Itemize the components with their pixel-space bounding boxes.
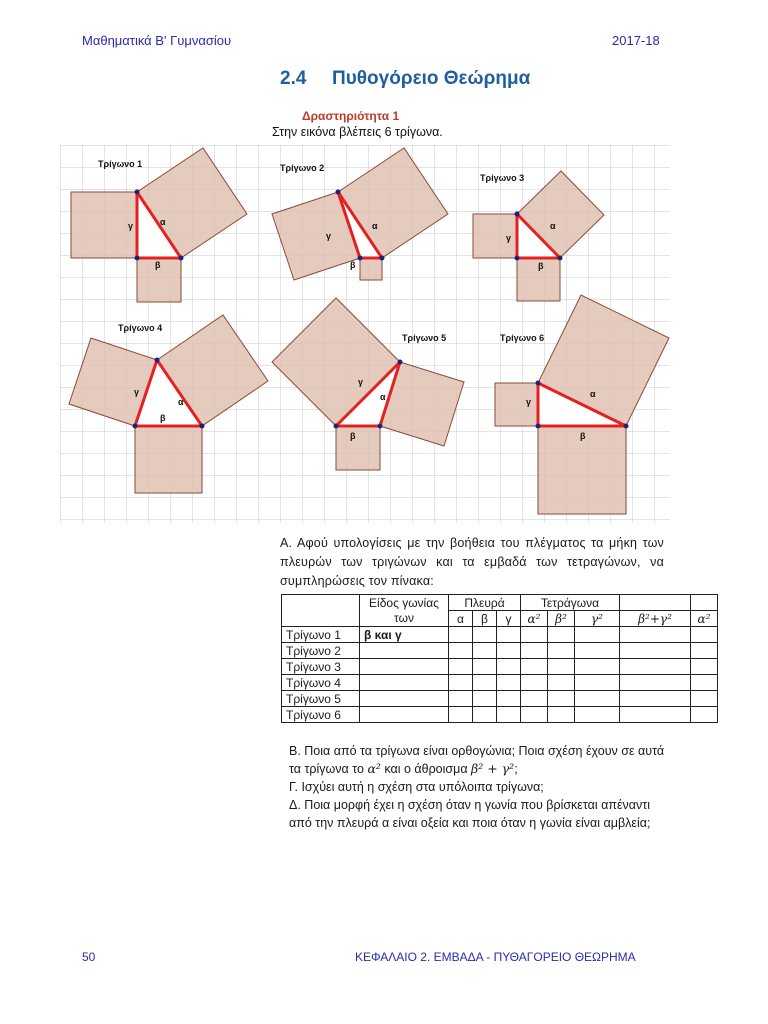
vertex-dot [536, 424, 541, 429]
row-cell[interactable] [473, 627, 497, 643]
row-cell[interactable] [691, 643, 718, 659]
row-cell[interactable] [620, 643, 691, 659]
table-row [282, 691, 718, 707]
row-cell[interactable] [521, 707, 548, 723]
table-header-blank [691, 595, 718, 611]
row-cell[interactable] [548, 675, 575, 691]
side-square [336, 426, 380, 470]
side-label: α [380, 392, 386, 402]
row-cell[interactable] [620, 707, 691, 723]
row-cell[interactable] [575, 675, 620, 691]
side-label: β [538, 261, 544, 271]
side-label: α [178, 397, 184, 407]
row-cell[interactable] [620, 627, 691, 643]
sub-alpha-sq-2: α² [691, 611, 718, 627]
row-cell[interactable] [449, 691, 473, 707]
row-cell[interactable] [521, 627, 548, 643]
sub-gamma-sq: γ² [575, 611, 620, 627]
header-year: 2017-18 [612, 33, 660, 48]
row-cell[interactable] [449, 707, 473, 723]
row-cell[interactable] [548, 659, 575, 675]
row-cell[interactable] [691, 659, 718, 675]
sub-gamma: γ [497, 611, 521, 627]
vertex-dot [515, 256, 520, 261]
sub-sum: β²+γ² [620, 611, 691, 627]
row-cell[interactable] [620, 675, 691, 691]
row-angle-kind[interactable]: β και γ [360, 627, 449, 643]
row-cell[interactable] [449, 643, 473, 659]
side-label: β [350, 260, 356, 270]
table-header-squares: Τετράγωνα [521, 595, 620, 611]
sub-alpha: α [449, 611, 473, 627]
table-row [282, 627, 718, 643]
row-label: Τρίγωνο 4 [282, 675, 360, 691]
vertex-dot [334, 424, 339, 429]
results-table [281, 594, 718, 723]
triangle-label: Τρίγωνο 6 [500, 333, 545, 343]
vertex-dot [378, 424, 383, 429]
triangle-label: Τρίγωνο 1 [98, 159, 143, 169]
row-cell[interactable] [449, 659, 473, 675]
row-label: Τρίγωνο 3 [282, 659, 360, 675]
row-label: Τρίγωνο 2 [282, 643, 360, 659]
row-cell[interactable] [691, 691, 718, 707]
vertex-dot [515, 212, 520, 217]
side-label: α [590, 389, 596, 399]
vertex-dot [133, 424, 138, 429]
row-cell[interactable] [548, 627, 575, 643]
vertex-dot [200, 424, 205, 429]
row-cell[interactable] [473, 691, 497, 707]
side-label: γ [128, 221, 134, 231]
question-a: Α. Αφού υπολογίσεις με την βοήθεια του πλέγματος τα μήκη των πλευρών των τριγώνων και τα εμβαδά των τετραγώνων, να συμπληρώσεις τον πίνακα: [280, 536, 664, 588]
side-square [360, 258, 382, 280]
table-corner [282, 595, 360, 627]
row-cell[interactable] [691, 707, 718, 723]
section-title [280, 68, 530, 90]
vertex-dot [558, 256, 563, 261]
side-label: γ [526, 397, 532, 407]
row-label: Τρίγωνο 6 [282, 707, 360, 723]
sub-beta: β [473, 611, 497, 627]
row-cell[interactable] [548, 691, 575, 707]
side-square [495, 383, 538, 426]
pythagorean-figure [60, 145, 670, 523]
vertex-dot [358, 256, 363, 261]
side-label: β [350, 431, 356, 441]
vertex-dot [155, 358, 160, 363]
row-cell[interactable] [620, 691, 691, 707]
row-cell[interactable] [575, 707, 620, 723]
row-cell[interactable] [497, 675, 521, 691]
side-square [135, 426, 202, 493]
row-cell[interactable] [575, 643, 620, 659]
row-cell[interactable] [473, 707, 497, 723]
triangle-label: Τρίγωνο 5 [402, 333, 447, 343]
page-number: 50 [82, 950, 96, 964]
table-header-sides: Πλευρά [449, 595, 521, 611]
row-cell[interactable] [575, 691, 620, 707]
row-cell[interactable] [497, 627, 521, 643]
vertex-dot [380, 256, 385, 261]
side-label: β [160, 413, 166, 423]
sub-alpha-sq: α² [521, 611, 548, 627]
row-cell[interactable] [521, 659, 548, 675]
side-label: γ [134, 387, 140, 397]
vertex-dot [135, 256, 140, 261]
side-label: α [160, 217, 166, 227]
question-c: Γ. Ισχύει αυτή η σχέση στα υπόλοιπα τρίγωνα; [289, 780, 544, 794]
table-header-blank [620, 595, 691, 611]
row-cell[interactable] [473, 643, 497, 659]
vertex-dot [624, 424, 629, 429]
vertex-dot [398, 360, 403, 365]
sub-beta-sq: β² [548, 611, 575, 627]
triangle-label: Τρίγωνο 3 [480, 173, 525, 183]
side-label: β [155, 260, 161, 270]
row-angle-kind[interactable] [360, 659, 449, 675]
table-row [282, 707, 718, 723]
row-cell[interactable] [548, 707, 575, 723]
side-label: α [550, 221, 556, 231]
row-cell[interactable] [548, 643, 575, 659]
triangle-label: Τρίγωνο 2 [280, 163, 325, 173]
row-cell[interactable] [449, 675, 473, 691]
table-header-kind: Είδος γωνίας των [360, 595, 449, 627]
row-cell[interactable] [521, 675, 548, 691]
side-label: β [580, 431, 586, 441]
row-cell[interactable] [691, 675, 718, 691]
side-label: γ [506, 233, 512, 243]
side-label: γ [326, 231, 332, 241]
row-cell[interactable] [473, 659, 497, 675]
side-label: α [372, 221, 378, 231]
table-row [282, 659, 718, 675]
table-row [282, 643, 718, 659]
row-cell[interactable] [620, 659, 691, 675]
vertex-dot [336, 190, 341, 195]
row-cell[interactable] [521, 691, 548, 707]
activity-label: Δραστηριότητα 1 [302, 109, 400, 123]
row-angle-kind[interactable] [360, 691, 449, 707]
row-cell[interactable] [575, 659, 620, 675]
row-cell[interactable] [521, 643, 548, 659]
vertex-dot [135, 190, 140, 195]
triangle-label: Τρίγωνο 4 [118, 323, 163, 333]
row-cell[interactable] [497, 659, 521, 675]
row-angle-kind[interactable] [360, 707, 449, 723]
row-cell[interactable] [473, 675, 497, 691]
row-cell[interactable] [449, 627, 473, 643]
row-cell[interactable] [691, 627, 718, 643]
question-b: Β. Ποια από τα τρίγωνα είναι ορθογώνια; Ποια σχέση έχουν σε αυτά τα τρίγωνα το α² και ο άθροισμα β² + γ²; [289, 744, 665, 776]
section-name: Πυθογόρειο Θεώρημα [332, 68, 531, 89]
header-subject: Μαθηματικά Β' Γυμνασίου [82, 33, 232, 48]
vertex-dot [179, 256, 184, 261]
questions-bcd [280, 742, 666, 832]
row-cell[interactable] [497, 691, 521, 707]
section-number: 2.4 [280, 68, 307, 89]
row-angle-kind[interactable] [360, 643, 449, 659]
row-cell[interactable] [497, 707, 521, 723]
table-row [282, 675, 718, 691]
row-angle-kind[interactable] [360, 675, 449, 691]
row-cell[interactable] [575, 627, 620, 643]
row-label: Τρίγωνο 5 [282, 691, 360, 707]
question-d: Δ. Ποια μορφή έχει η σχέση όταν η γωνία που βρίσκεται απέναντι από την πλευρά α είναι οξεία και ποια όταν η γωνία είναι αμβλεία; [289, 798, 651, 830]
chapter-title: ΚΕΦΑΛΑΙΟ 2. ΕΜΒΑΔΑ - ΠΥΘΑΓΟΡΕΙΟ ΘΕΩΡΗΜΑ [355, 950, 636, 964]
row-label: Τρίγωνο 1 [282, 627, 360, 643]
activity-intro: Στην εικόνα βλέπεις 6 τρίγωνα. [272, 125, 443, 139]
vertex-dot [536, 381, 541, 386]
side-label: γ [358, 377, 364, 387]
row-cell[interactable] [497, 643, 521, 659]
